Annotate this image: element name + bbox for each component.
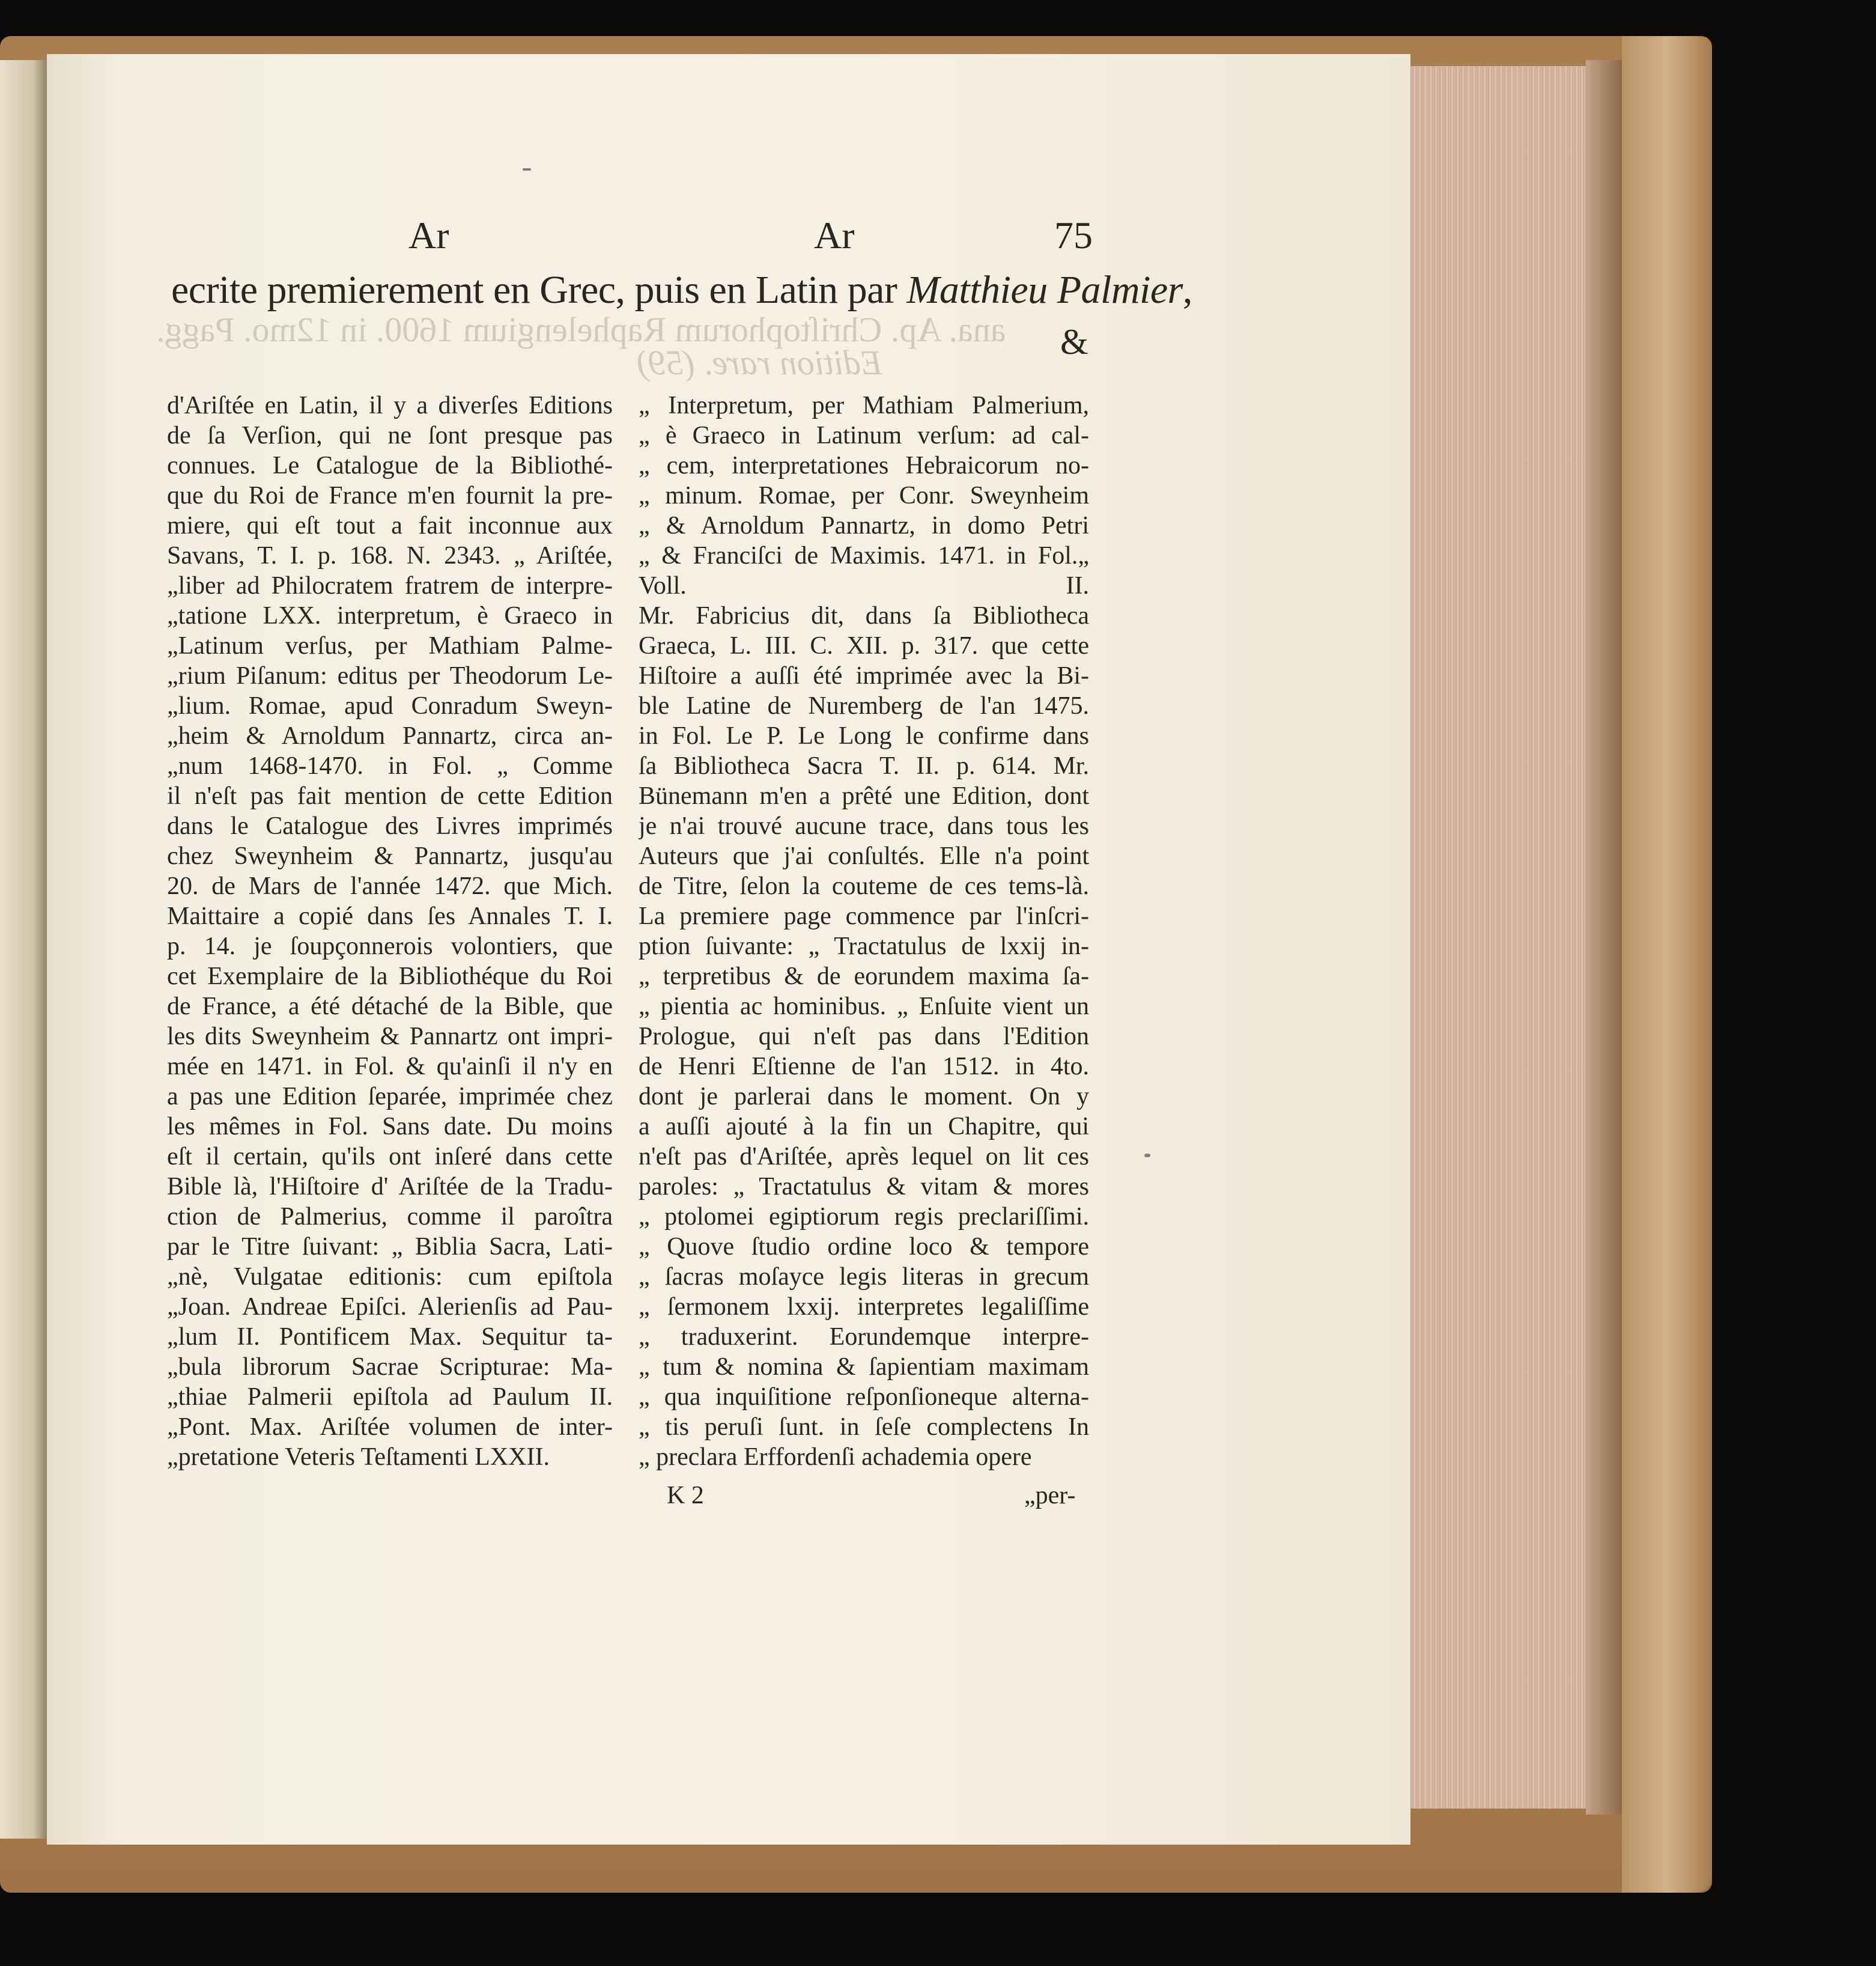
text-line: de France, a été détaché de la Bible, que xyxy=(167,993,613,1020)
text-line: „tatione LXX. interpretum, è Graeco in xyxy=(167,602,613,630)
text-line: Prologue, qui n'eſt pas dans l'Edition xyxy=(639,1023,1089,1050)
text-line: „nè, Vulgatae editionis: cum epiſtola xyxy=(167,1263,613,1291)
text-line: les dits Sweynheim & Pannartz ont impri- xyxy=(167,1023,613,1050)
text-line: de Titre, ſelon la couteme de ces tems-là. xyxy=(639,872,1089,900)
text-line: mée en 1471. in Fol. & qu'ainſi il n'y en xyxy=(167,1053,613,1080)
text-line: dont je parlerai dans le moment. On y xyxy=(639,1083,1089,1110)
bleed-through-line-2: Edition rare. (59) xyxy=(637,343,882,382)
text-line: a pas une Edition ſeparée, imprimée chez xyxy=(167,1083,613,1110)
text-line: „ ſacras moſayce legis literas in grecum xyxy=(639,1263,1089,1291)
text-line: n'eſt pas d'Ariſtée, après lequel on lit ces xyxy=(639,1143,1089,1170)
text-line: „ ſermonem lxxij. interpretes legaliſſime xyxy=(639,1293,1089,1321)
running-head-center: Ar xyxy=(814,214,855,257)
text-line: in Fol. Le P. Le Long le confirme dans xyxy=(639,722,1089,750)
text-line: miere, qui eſt tout a fait inconnue aux xyxy=(167,512,613,540)
text-line: Mr. Fabricius dit, dans ſa Bibliotheca xyxy=(639,602,1089,630)
text-line: „Pont. Max. Ariſtée volumen de inter- xyxy=(167,1413,613,1441)
page-fore-edge xyxy=(1409,66,1609,1809)
text-line: a auſſi ajouté à la fin un Chapitre, qui xyxy=(639,1113,1089,1140)
bleed-through-line-1: ana. Ap. Chriſtophorum Raphelengium 1600. in 12mo. Pagg. xyxy=(156,310,1006,349)
text-line: „Latinum verſus, per Mathiam Palme- xyxy=(167,632,613,660)
catchword: „per- xyxy=(1024,1482,1076,1509)
ampersand: & xyxy=(1060,322,1088,362)
text-line: „ terpretibus & de eorundem maxima ſa- xyxy=(639,963,1089,990)
text-line: „ ptolomei egiptiorum regis preclariſſimi. xyxy=(639,1203,1089,1231)
text-line: Graeca, L. III. C. XII. p. 317. que cette xyxy=(639,632,1089,660)
text-line: de ſa Verſion, qui ne ſont presque pas xyxy=(167,422,613,449)
text-line: Auteurs que j'ai conſultés. Elle n'a point xyxy=(639,842,1089,870)
text-line: „num 1468-1470. in Fol. „ Comme xyxy=(167,752,613,780)
text-line: de Henri Eſtienne de l'an 1512. in 4to. xyxy=(639,1053,1089,1080)
book-cover-edge xyxy=(1622,36,1712,1893)
text-line: „heim & Arnoldum Pannartz, circa an- xyxy=(167,722,613,750)
text-line: eſt il certain, qu'ils ont inſeré dans cette xyxy=(167,1143,613,1170)
dust-speck xyxy=(1144,1154,1150,1157)
text-line: je n'ai trouvé aucune trace, dans tous les xyxy=(639,812,1089,840)
top-line-italic: Matthieu Palmier xyxy=(906,268,1183,312)
text-line: „lum II. Pontificem Max. Sequitur ta- xyxy=(167,1323,613,1351)
text-line: „liber ad Philocratem fratrem de interpre- xyxy=(167,572,613,600)
text-line: connues. Le Catalogue de la Bibliothé- xyxy=(167,452,613,479)
text-line: par le Titre ſuivant: „ Biblia Sacra, Lati- xyxy=(167,1233,613,1261)
text-line: que du Roi de France m'en fournit la pre- xyxy=(167,482,613,510)
text-line: p. 14. je ſoupçonnerois volontiers, que xyxy=(167,933,613,960)
text-line: „ qua inquiſitione reſponſioneque alterna- xyxy=(639,1383,1089,1411)
text-line: les mêmes in Fol. Sans date. Du moins xyxy=(167,1113,613,1140)
text-line: 20. de Mars de l'année 1472. que Mich. xyxy=(167,872,613,900)
text-line: „ pientia ac hominibus. „ Enſuite vient un xyxy=(639,993,1089,1020)
text-line: „pretatione Veteris Teſtamenti LXXII. xyxy=(167,1443,550,1471)
text-line: „Joan. Andreae Epiſci. Alerienſis ad Pau- xyxy=(167,1293,613,1321)
text-line: „bula librorum Sacrae Scripturae: Ma- xyxy=(167,1353,613,1381)
left-page-edge xyxy=(0,60,48,1839)
text-line: „ preclara Erffordenſi achademia opere xyxy=(639,1443,1032,1471)
text-line: Bible là, l'Hiſtoire d' Ariſtée de la Tradu- xyxy=(167,1173,613,1201)
text-line: paroles: „ Tractatulus & vitam & mores xyxy=(639,1173,1089,1201)
text-line: „ cem, interpretationes Hebraicorum no- xyxy=(639,452,1089,479)
top-line-text: ecrite premierement en Grec, puis en Latin par xyxy=(171,268,907,312)
text-line: ſa Bibliotheca Sacra T. II. p. 614. Mr. xyxy=(639,752,1089,780)
text-line: „ & Franciſci de Maximis. 1471. in Fol.„ xyxy=(639,542,1089,570)
text-line: chez Sweynheim & Pannartz, jusqu'au xyxy=(167,842,613,870)
text-line: cet Exemplaire de la Bibliothéque du Roi xyxy=(167,963,613,990)
fore-edge-shadow xyxy=(1586,60,1622,1815)
text-line: dans le Catalogue des Livres imprimés xyxy=(167,812,613,840)
text-line: Hiſtoire a auſſi été imprimée avec la Bi- xyxy=(639,662,1089,690)
top-line xyxy=(171,267,1192,313)
text-line: d'Ariſtée en Latin, il y a diverſes Editions xyxy=(167,392,613,419)
text-line: Maittaire a copié dans ſes Annales T. I. xyxy=(167,902,613,930)
text-line: ption ſuivante: „ Tractatulus de lxxij in- xyxy=(639,933,1089,960)
text-line: „ Quove ſtudio ordine loco & tempore xyxy=(639,1233,1089,1261)
page-number: 75 xyxy=(1054,214,1093,257)
signature-mark: K 2 xyxy=(667,1482,704,1509)
text-line: „ è Graeco in Latinum verſum: ad cal- xyxy=(639,422,1089,449)
text-line: „ tis peruſi ſunt. in ſeſe complectens In xyxy=(639,1413,1089,1441)
top-line-comma: , xyxy=(1182,268,1192,312)
text-line: ction de Palmerius, comme il paroîtra xyxy=(167,1203,613,1231)
text-line: Bünemann m'en a prêté une Edition, dont xyxy=(639,782,1089,810)
text-line: La premiere page commence par l'inſcri- xyxy=(639,902,1089,930)
text-line: „lium. Romae, apud Conradum Sweyn- xyxy=(167,692,613,720)
text-line: „ traduxerint. Eorundemque interpre- xyxy=(639,1323,1089,1351)
text-line: „thiae Palmerii epiſtola ad Paulum II. xyxy=(167,1383,613,1411)
text-line: „ minum. Romae, per Conr. Sweynheim xyxy=(639,482,1089,510)
running-head-left: Ar xyxy=(408,214,449,257)
text-line: Voll. II. xyxy=(639,572,1089,600)
text-line: ble Latine de Nuremberg de l'an 1475. xyxy=(639,692,1089,720)
text-line: „rium Piſanum: editus per Theodorum Le- xyxy=(167,662,613,690)
dust-speck xyxy=(523,168,531,171)
text-line: „ tum & nomina & ſapientiam maximam xyxy=(639,1353,1089,1381)
right-column xyxy=(639,391,1089,1472)
text-line: il n'eſt pas fait mention de cette Edition xyxy=(167,782,613,810)
text-line: „ & Arnoldum Pannartz, in domo Petri xyxy=(639,512,1089,540)
text-line: „ Interpretum, per Mathiam Palmerium, xyxy=(639,392,1089,419)
left-column xyxy=(167,391,613,1472)
text-line: Savans, T. I. p. 168. N. 2343. „ Ariſtée, xyxy=(167,542,613,570)
